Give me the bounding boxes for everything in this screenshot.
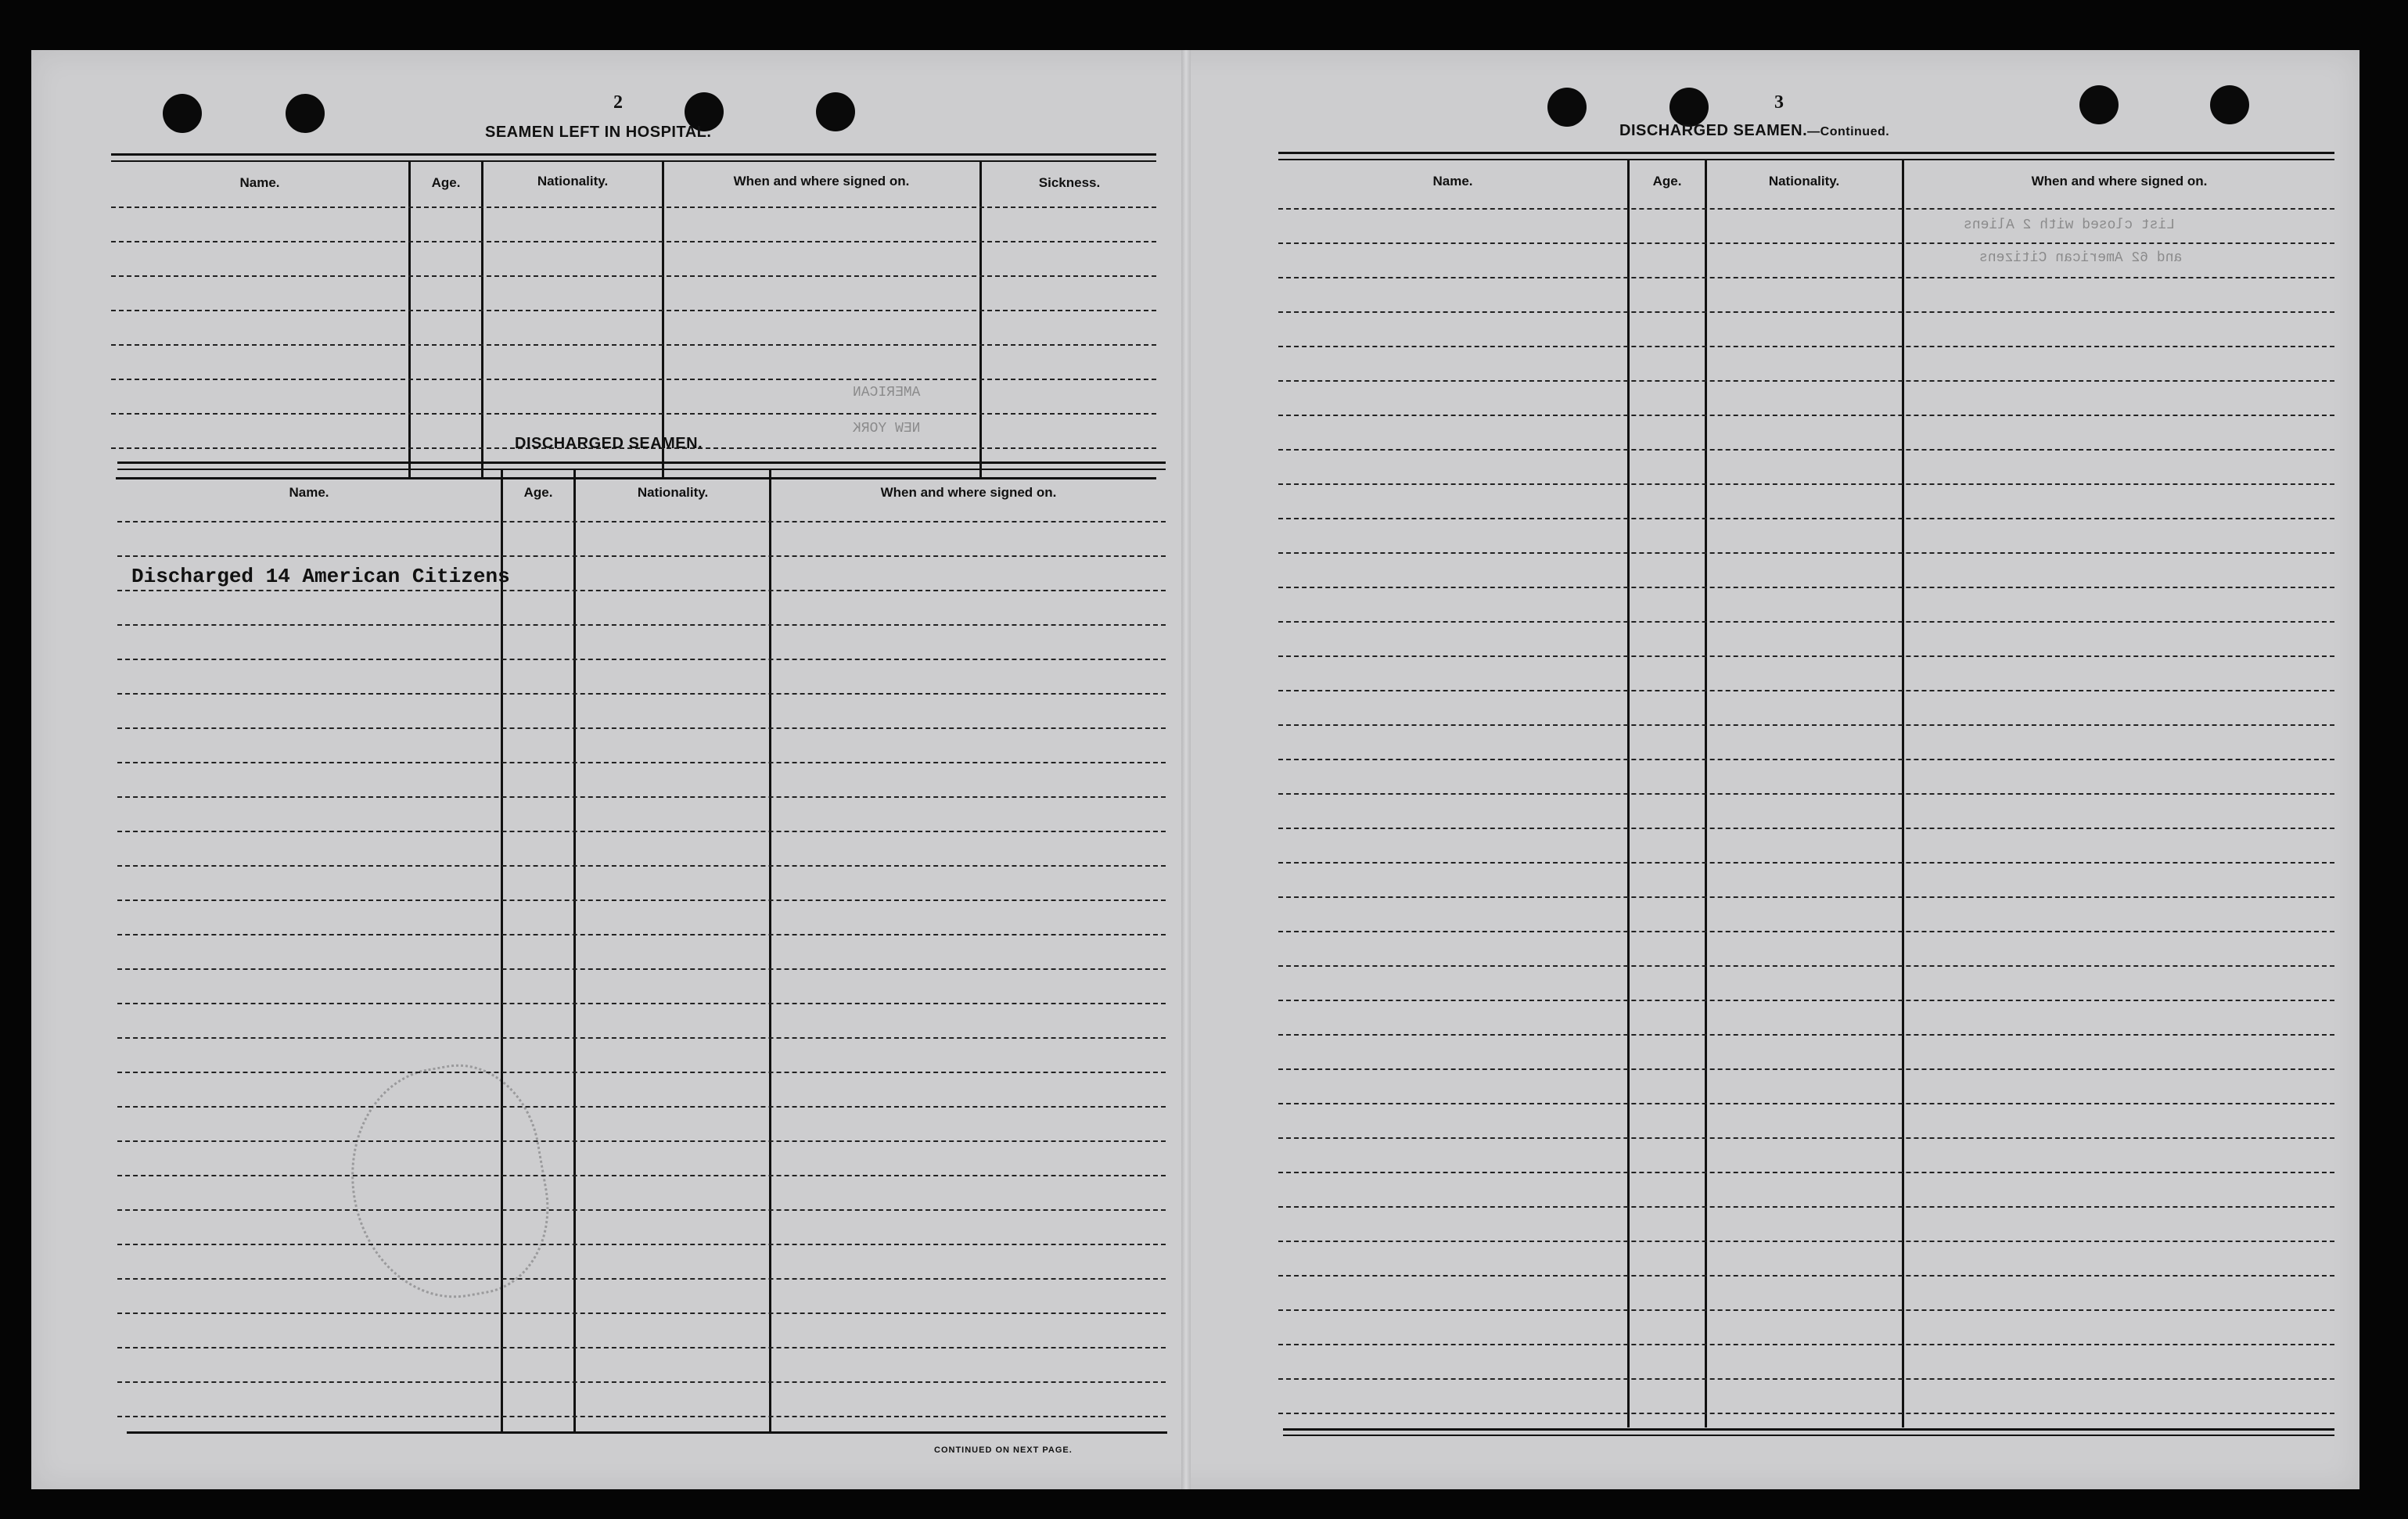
ruled-line [1278,965,2334,967]
ruled-line [1278,552,2334,554]
top-rule [1278,152,2334,154]
ruled-line [117,900,1166,901]
ruled-line [111,206,1156,208]
punch-hole [1547,88,1587,127]
ruled-line [1278,724,2334,726]
ruled-line [117,624,1166,626]
punch-hole [286,94,325,133]
ruled-line [1278,346,2334,347]
ruled-line [1278,1103,2334,1104]
column-divider [408,162,411,479]
document-sheet [31,50,2359,1489]
ruled-line [1278,208,2334,210]
ruled-line [1278,759,2334,760]
column-divider [573,470,576,1432]
ruled-line [1278,690,2334,691]
ruled-line [1278,518,2334,519]
ruled-line [1278,587,2334,588]
ruled-line [117,865,1166,867]
column-divider [501,470,503,1432]
ruled-line [117,1140,1166,1142]
ruled-line [111,379,1156,380]
ruled-line [1278,1344,2334,1345]
bleed-through-text: and 62 American Citizens [1979,250,2183,266]
ruled-line [1278,380,2334,382]
column-header-signed-on: When and where signed on. [2031,174,2208,189]
ruled-line [1278,1137,2334,1139]
ruled-line [117,1106,1166,1108]
ruled-line [117,934,1166,935]
discharged-section-title: DISCHARGED SEAMEN. [515,435,703,452]
ruled-line [1278,1172,2334,1173]
ruled-line [117,1037,1166,1039]
ruled-line [1278,793,2334,795]
punch-hole [163,94,202,133]
top-rule [1278,159,2334,160]
page-number: 2 [613,92,623,113]
title-main: DISCHARGED SEAMEN. [1619,122,1808,139]
column-header-age: Age. [523,485,553,500]
column-header-age: Age. [431,175,461,190]
ruled-line [117,727,1166,729]
ruled-line [1278,1241,2334,1242]
center-fold [1181,50,1191,1489]
ruled-line [117,1209,1166,1211]
title-continued: —Continued. [1807,125,1890,138]
faded-stamp [333,1052,563,1313]
ruled-line [117,968,1166,970]
ruled-line [1278,277,2334,278]
bleed-through-text: NEW YORK [853,421,921,436]
ruled-line [111,275,1156,277]
ruled-line [117,590,1166,591]
column-header-name: Name. [289,485,329,500]
bottom-rule [1283,1435,2334,1436]
column-header-name: Name. [239,175,280,190]
column-divider [979,162,982,479]
typed-entry: Discharged 14 American Citizens [131,565,510,588]
page-number: 3 [1774,92,1784,113]
continued-footer: CONTINUED ON NEXT PAGE. [934,1445,1073,1455]
ruled-line [1278,931,2334,932]
ruled-line [117,796,1166,798]
ruled-line [117,521,1166,522]
ruled-line [117,1003,1166,1004]
ruled-line [111,344,1156,346]
column-header-signed-on: When and where signed on. [733,174,910,189]
ruled-line [1278,1275,2334,1277]
ruled-line [117,1278,1166,1280]
ruled-line [117,555,1166,557]
ruled-line [117,1313,1166,1314]
ruled-line [1278,1378,2334,1380]
ruled-line [1278,1206,2334,1208]
ruled-line [1278,483,2334,485]
hospital-section-title: SEAMEN LEFT IN HOSPITAL. [485,124,712,141]
ruled-line [1278,896,2334,898]
bleed-through-text: AMERICAN [853,385,921,400]
ruled-line [117,659,1166,660]
ruled-line [117,693,1166,695]
ruled-line [1278,1413,2334,1414]
ruled-line [1278,311,2334,313]
ruled-line [117,1072,1166,1073]
column-header-name: Name. [1432,174,1473,189]
punch-hole [2079,85,2119,124]
ruled-line [1278,1068,2334,1070]
ruled-line [1278,828,2334,829]
ruled-line [1278,415,2334,416]
column-divider [769,470,771,1432]
ruled-line [1278,242,2334,244]
section-rule [117,469,1166,470]
top-rule [111,153,1156,156]
column-header-nationality: Nationality. [537,174,609,189]
ruled-line [117,1347,1166,1348]
bottom-rule [1283,1428,2334,1431]
ruled-line [111,241,1156,242]
column-divider [662,162,664,479]
ruled-line [1278,862,2334,864]
punch-hole [816,92,855,131]
column-header-nationality: Nationality. [637,485,709,500]
ruled-line [117,1175,1166,1176]
section-rule [116,477,1156,479]
section-rule [117,461,1166,464]
ruled-line [1278,449,2334,451]
ruled-line [117,762,1166,763]
ruled-line [117,1416,1166,1417]
column-header-age: Age. [1652,174,1682,189]
bleed-through-text: List closed with 2 Aliens [1964,217,2176,233]
discharged-continued-title [1619,122,1889,140]
ruled-line [117,1381,1166,1383]
ruled-line [1278,1000,2334,1001]
ruled-line [1278,621,2334,623]
ruled-line [111,413,1156,415]
column-header-nationality: Nationality. [1768,174,1840,189]
punch-hole [1669,88,1709,127]
ruled-line [1278,1309,2334,1311]
ruled-line [117,1244,1166,1245]
column-header-signed-on: When and where signed on. [880,485,1057,500]
ruled-line [117,831,1166,832]
top-rule [111,160,1156,162]
punch-hole [2210,85,2249,124]
ruled-line [1278,655,2334,657]
column-divider [481,162,483,479]
ruled-line [111,310,1156,311]
column-header-sickness: Sickness. [1038,175,1101,190]
bottom-rule [127,1431,1167,1434]
ruled-line [1278,1034,2334,1036]
